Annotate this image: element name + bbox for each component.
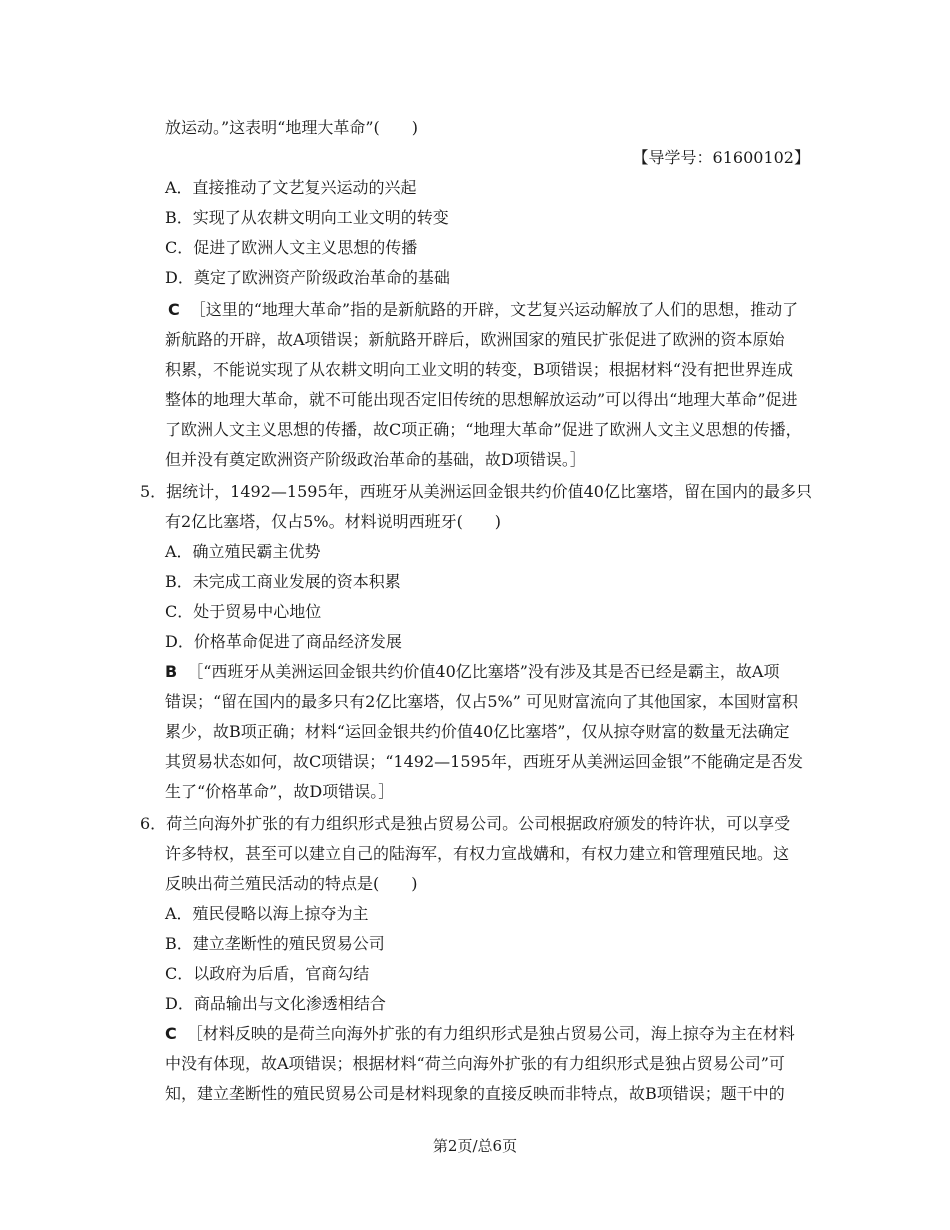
q4-option-a: A．直接推动了文艺复兴运动的兴起 — [165, 178, 417, 197]
q4-stem-tail: 放运动。”这表明“地理大革命”( ) — [165, 118, 419, 137]
q5-explanation-line: 错误；“留在国内的最多只有2亿比塞塔，仅占5%” 可见财富流向了其他国家，本国财富积 — [165, 692, 799, 711]
q6-option-a: A．殖民侵略以海上掠夺为主 — [165, 904, 369, 923]
q4-option-c: C．促进了欧洲人文主义思想的传播 — [165, 238, 418, 257]
q6-explanation-text: ［材料反映的是荷兰向海外扩张的有力组织形式是独占贸易公司，海上掠夺为主在材料 — [186, 1024, 795, 1043]
q4-explanation-line: 了欧洲人文主义思想的传播，故C项正确；“地理大革命”促进了欧洲人文主义思想的传播， — [165, 420, 802, 439]
q5-option-d: D．价格革命促进了商品经济发展 — [165, 632, 402, 651]
q4-explanation-line: 积累，不能说实现了从农耕文明向工业文明的转变，B项错误；根据材料“没有把世界连成 — [165, 360, 793, 379]
q6-explanation-line: 中没有体现，故A项错误；根据材料“荷兰向海外扩张的有力组织形式是独占贸易公司”可 — [165, 1054, 785, 1073]
q5-option-a: A．确立殖民霸主优势 — [165, 542, 321, 561]
q4-answer: C — [168, 300, 180, 319]
q5-explanation-text: ［“西班牙从美洲运回金银共约价值40亿比塞塔”没有涉及其是否已经是霸主，故A项 — [187, 662, 780, 681]
q6-option-c: C．以政府为后盾，官商勾结 — [165, 964, 370, 983]
q5-explanation-line: 生了“价格革命”，故D项错误。］ — [165, 782, 395, 801]
q5-option-c: C．处于贸易中心地位 — [165, 602, 322, 621]
q6-stem-line: 许多特权，甚至可以建立自己的陆海军，有权力宣战媾和，有权力建立和管理殖民地。这 — [165, 844, 790, 863]
q6-option-d: D．商品输出与文化渗透相结合 — [165, 994, 386, 1013]
q6-option-b: B．建立垄断性的殖民贸易公司 — [165, 934, 385, 953]
q5-explanation-line: 其贸易状态如何，故C项错误；“1492—1595年，西班牙从美洲运回金银”不能确定是否发 — [165, 752, 804, 771]
q4-option-b: B．实现了从农耕文明向工业文明的转变 — [165, 208, 449, 227]
q6-explanation-line: 知，建立垄断性的殖民贸易公司是材料现象的直接反映而非特点，故B项错误；题干中的 — [165, 1084, 785, 1103]
q6-answer: C — [165, 1024, 177, 1043]
q4-explanation-text: ［这里的“地理大革命”指的是新航路的开辟，文艺复兴运动解放了人们的思想，推动了 — [189, 300, 799, 319]
q4-option-d: D．奠定了欧洲资产阶级政治革命的基础 — [165, 268, 450, 287]
q4-explanation-line: 整体的地理大革命，就不可能出现否定旧传统的思想解放运动”可以得出“地理大革命”促进 — [165, 390, 798, 409]
q4-explanation-line: 新航路的开辟，故A项错误；新航路开辟后，欧洲国家的殖民扩张促进了欧洲的资本原始 — [165, 330, 785, 349]
q5-option-b: B．未完成工商业发展的资本积累 — [165, 572, 401, 591]
q5-answer: B — [165, 662, 178, 681]
q6-explanation-line — [165, 1024, 795, 1044]
q5-stem-line: 5．据统计，1492—1595年，西班牙从美洲运回金银共约价值40亿比塞塔，留在国内的最多只 — [140, 482, 812, 501]
q6-stem-line: 6．荷兰向海外扩张的有力组织形式是独占贸易公司。公司根据政府颁发的特许状，可以享受 — [140, 814, 791, 833]
q4-explanation-line: 但并没有奠定欧洲资产阶级政治革命的基础，故D项错误。］ — [165, 450, 586, 469]
q5-explanation-line — [165, 662, 779, 682]
q6-stem-line: 反映出荷兰殖民活动的特点是( ) — [165, 874, 418, 893]
page-footer: 第2页/总6页 — [432, 1137, 518, 1155]
q5-explanation-line: 累少，故B项正确；材料“运回金银共约价值40亿比塞塔”，仅从掠夺财富的数量无法确定 — [165, 722, 790, 741]
q4-explanation-line — [168, 300, 798, 320]
guide-number: 【导学号：61600102】 — [632, 148, 810, 167]
q5-stem-line: 有2亿比塞塔，仅占5%。材料说明西班牙( ) — [165, 512, 502, 531]
